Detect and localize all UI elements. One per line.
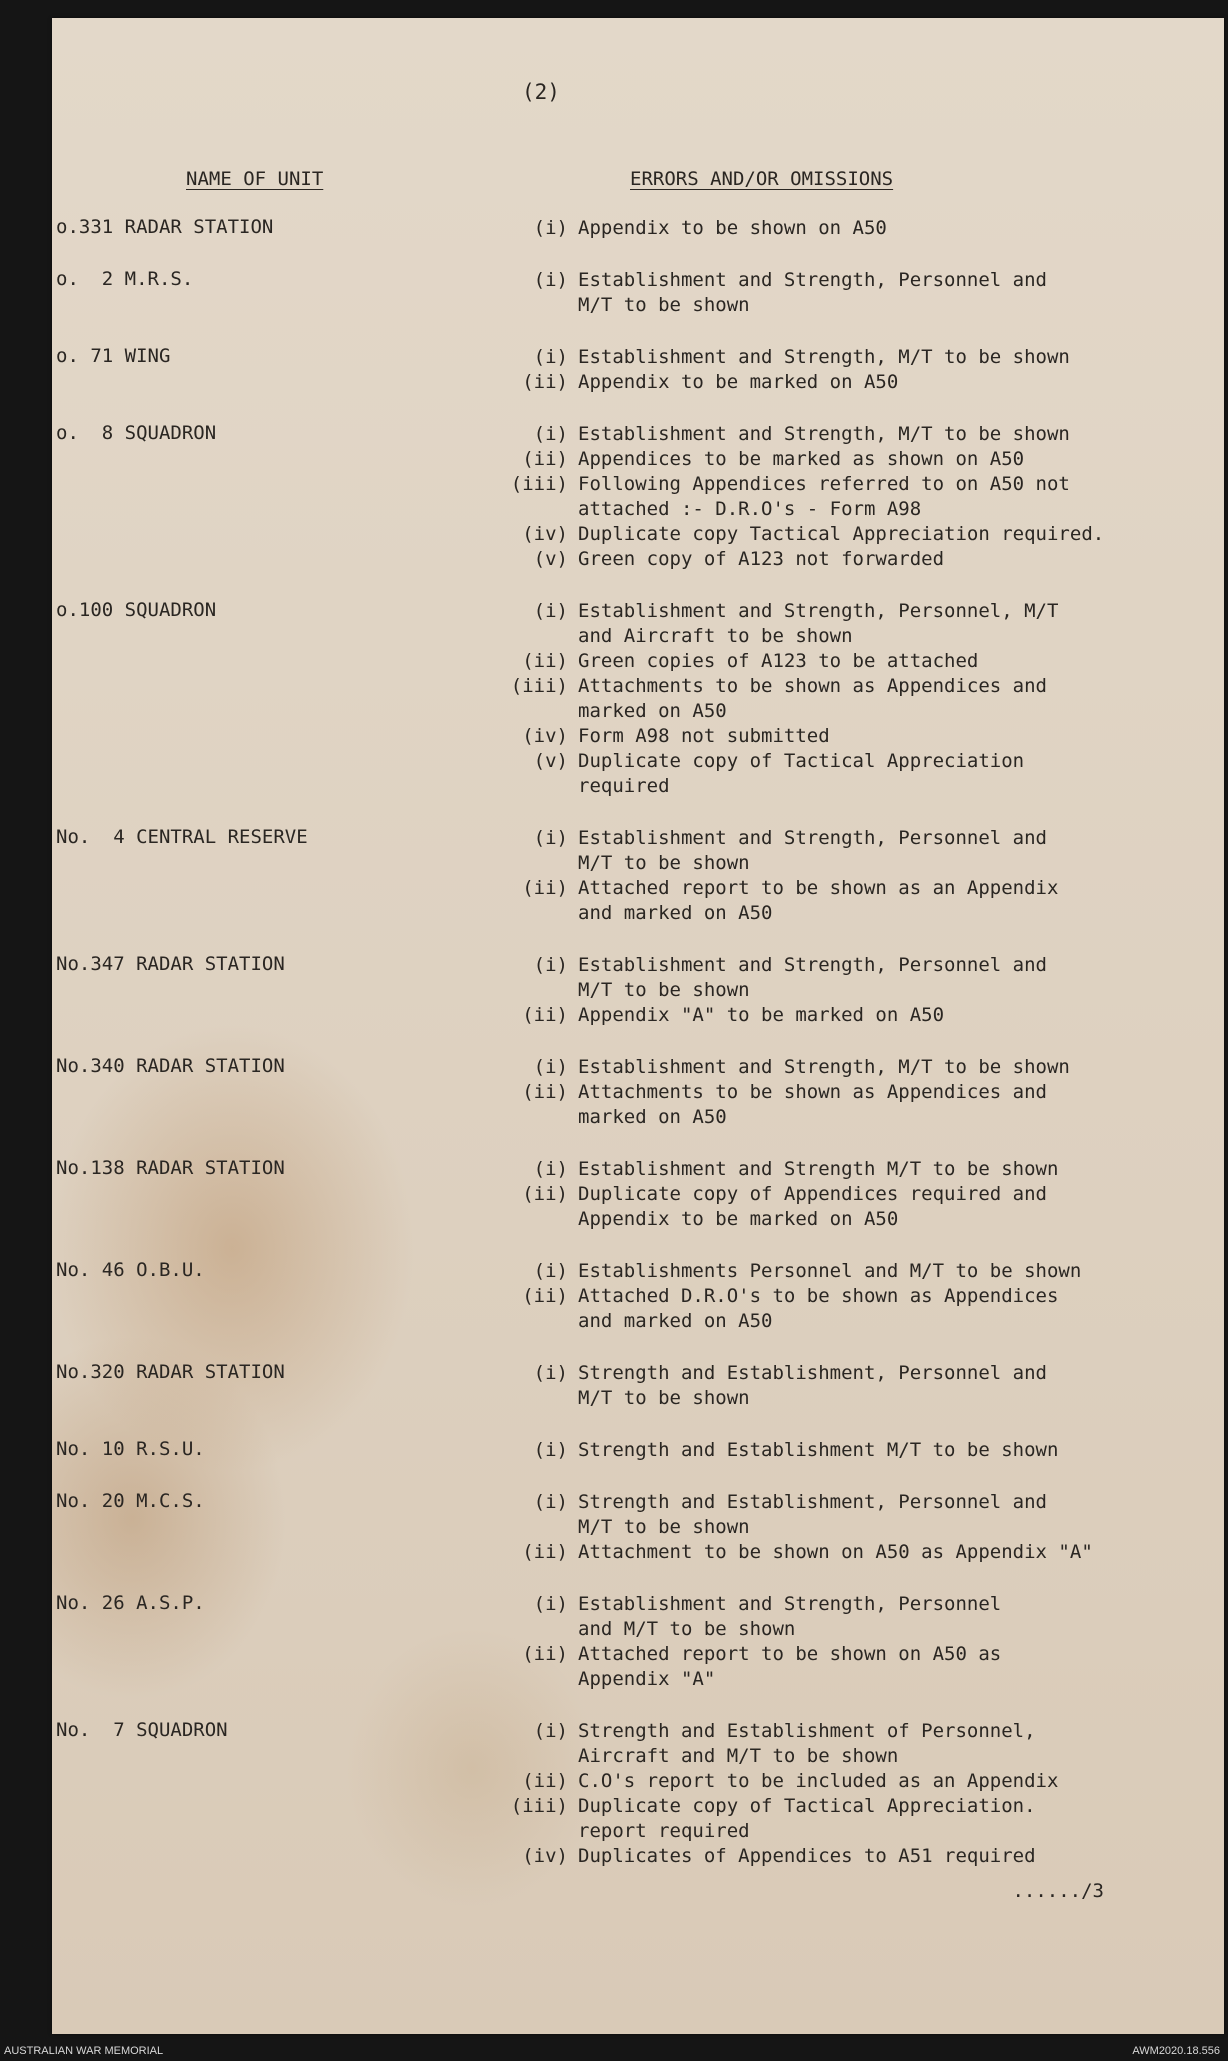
page-number: (2) (522, 80, 560, 104)
archive-reference: AWM2020.18.556 (1132, 2045, 1220, 2057)
error-items (492, 1361, 1224, 1411)
item-text: Duplicates of Appendices to A51 required (578, 1845, 1036, 1867)
unit-name: No. 46 O.B.U. (56, 1259, 205, 1281)
item-number: (iii) (510, 675, 568, 697)
item-number: (iv) (522, 725, 568, 747)
error-item (492, 216, 1224, 241)
column-header-errors: ERRORS AND/OR OMISSIONS (630, 168, 894, 190)
error-item (492, 422, 1224, 447)
item-text: C.O's report to be included as an Appendix (578, 1770, 1059, 1792)
error-item (492, 1080, 1224, 1130)
item-number: (i) (533, 827, 568, 849)
item-number: (ii) (522, 1004, 568, 1026)
item-text: Establishment and Strength M/T to be shown (578, 1158, 1059, 1180)
item-text: Appendices to be marked as shown on A50 (578, 448, 1025, 470)
error-item (492, 649, 1224, 674)
error-items (492, 826, 1224, 926)
item-text: Strength and Establishment, Personnel and M/T to be shown (578, 1362, 1047, 1409)
unit-entry (52, 1592, 1224, 1692)
item-number: (i) (533, 269, 568, 291)
unit-entry (52, 1361, 1224, 1411)
item-text: Appendix to be shown on A50 (578, 217, 887, 239)
item-text: Strength and Establishment of Personnel, Aircraft and M/T to be shown (578, 1720, 1036, 1767)
unit-entry (52, 268, 1224, 318)
error-items (492, 268, 1224, 318)
unit-name: o. 71 WING (56, 345, 171, 367)
item-text: Attached D.R.O's to be shown as Appendices and marked on A50 (578, 1285, 1059, 1332)
item-number: (iii) (510, 473, 568, 495)
error-item (492, 1794, 1224, 1844)
error-items (492, 1490, 1224, 1565)
error-item (492, 1844, 1224, 1869)
unit-name: No. 10 R.S.U. (56, 1438, 205, 1460)
item-number: (i) (533, 1260, 568, 1282)
error-item (492, 447, 1224, 472)
item-text: Attached report to be shown as an Appendix and marked on A50 (578, 877, 1059, 924)
item-number: (ii) (522, 650, 568, 672)
error-item (492, 1438, 1224, 1463)
unit-entry (52, 1259, 1224, 1334)
error-item (492, 1284, 1224, 1334)
item-number: (ii) (522, 371, 568, 393)
unit-name: No.138 RADAR STATION (56, 1157, 285, 1179)
column-header-unit: NAME OF UNIT (186, 168, 324, 190)
item-text: Form A98 not submitted (578, 725, 830, 747)
unit-entry (52, 599, 1224, 799)
item-text: Establishment and Strength, M/T to be shown (578, 346, 1070, 368)
error-item (492, 674, 1224, 724)
item-text: Duplicate copy of Appendices required and Appendix to be marked on A50 (578, 1183, 1047, 1230)
unit-name: No.340 RADAR STATION (56, 1055, 285, 1077)
item-number: (ii) (522, 877, 568, 899)
item-number: (i) (533, 346, 568, 368)
item-number: (i) (533, 1362, 568, 1384)
error-items (492, 1438, 1224, 1463)
item-text: Establishments Personnel and M/T to be shown (578, 1260, 1082, 1282)
item-number: (i) (533, 954, 568, 976)
unit-name: o. 2 M.R.S. (56, 268, 194, 290)
item-number: (i) (533, 1593, 568, 1615)
item-text: Duplicate copy of Tactical Appreciation required (578, 750, 1025, 797)
item-number: (i) (533, 1056, 568, 1078)
item-text: Duplicate copy of Tactical Appreciation. report required (578, 1795, 1036, 1842)
document-page (52, 18, 1224, 2034)
unit-entry (52, 1438, 1224, 1463)
item-number: (ii) (522, 1643, 568, 1665)
item-text: Green copy of A123 not forwarded (578, 548, 945, 570)
item-number: (v) (533, 548, 568, 570)
unit-entry (52, 1490, 1224, 1565)
error-item (492, 876, 1224, 926)
error-items (492, 1157, 1224, 1232)
item-text: Establishment and Strength, Personnel, M/T and Aircraft to be shown (578, 600, 1059, 647)
unit-entry (52, 826, 1224, 926)
error-item (492, 1055, 1224, 1080)
unit-name: o.100 SQUADRON (56, 599, 217, 621)
item-text: Strength and Establishment M/T to be shown (578, 1439, 1059, 1461)
error-item (492, 268, 1224, 318)
item-text: Duplicate copy Tactical Appreciation required. (578, 523, 1105, 545)
item-number: (ii) (522, 1183, 568, 1205)
unit-entry (52, 1719, 1224, 1869)
item-number: (iii) (510, 1795, 568, 1817)
error-items (492, 422, 1224, 572)
unit-entry (52, 216, 1224, 241)
item-text: Establishment and Strength, M/T to be shown (578, 423, 1070, 445)
error-item (492, 522, 1224, 547)
unit-name: No. 7 SQUADRON (56, 1719, 228, 1741)
error-items (492, 1259, 1224, 1334)
item-text: Strength and Establishment, Personnel and M/T to be shown (578, 1491, 1047, 1538)
error-item (492, 345, 1224, 370)
unit-entry (52, 1055, 1224, 1130)
item-number: (iv) (522, 523, 568, 545)
error-item (492, 1490, 1224, 1540)
error-item (492, 1719, 1224, 1769)
archive-caption: AUSTRALIAN WAR MEMORIAL (4, 2045, 164, 2057)
error-item (492, 1259, 1224, 1284)
item-number: (v) (533, 750, 568, 772)
error-item (492, 1540, 1224, 1565)
item-text: Establishment and Strength, Personnel and M/T to be shown (578, 954, 1047, 1001)
item-text: Appendix "A" to be marked on A50 (578, 1004, 945, 1026)
item-text: Establishment and Strength, Personnel and M/T to be shown (578, 1593, 1002, 1640)
error-item (492, 1361, 1224, 1411)
unit-name: o. 8 SQUADRON (56, 422, 217, 444)
item-number: (i) (533, 600, 568, 622)
item-number: (ii) (522, 448, 568, 470)
error-items (492, 953, 1224, 1028)
entries-list (52, 216, 1224, 1896)
item-number: (i) (533, 423, 568, 445)
item-number: (i) (533, 1158, 568, 1180)
item-number: (ii) (522, 1285, 568, 1307)
error-items (492, 216, 1224, 241)
error-item (492, 472, 1224, 522)
error-item (492, 370, 1224, 395)
item-number: (ii) (522, 1081, 568, 1103)
item-number: (i) (533, 1491, 568, 1513)
unit-entry (52, 1157, 1224, 1232)
unit-entry (52, 345, 1224, 395)
error-item (492, 1157, 1224, 1182)
error-items (492, 345, 1224, 395)
item-text: Following Appendices referred to on A50 not attached :- D.R.O's - Form A98 (578, 473, 1070, 520)
item-text: Green copies of A123 to be attached (578, 650, 979, 672)
unit-name: No. 26 A.S.P. (56, 1592, 205, 1614)
error-items (492, 1055, 1224, 1130)
item-number: (i) (533, 217, 568, 239)
item-text: Attachment to be shown on A50 as Appendix "A" (578, 1541, 1093, 1563)
error-item (492, 1769, 1224, 1794)
unit-entry (52, 953, 1224, 1028)
error-item (492, 1592, 1224, 1642)
error-items (492, 1719, 1224, 1869)
item-number: (ii) (522, 1770, 568, 1792)
unit-entry (52, 422, 1224, 572)
error-item (492, 1182, 1224, 1232)
item-text: Attachments to be shown as Appendices and marked on A50 (578, 675, 1047, 722)
unit-name: No.347 RADAR STATION (56, 953, 285, 975)
unit-name: o.331 RADAR STATION (56, 216, 274, 238)
item-text: Attachments to be shown as Appendices and marked on A50 (578, 1081, 1047, 1128)
unit-name: No. 4 CENTRAL RESERVE (56, 826, 308, 848)
item-number: (iv) (522, 1845, 568, 1867)
error-item (492, 547, 1224, 572)
unit-name: No. 20 M.C.S. (56, 1490, 205, 1512)
error-items (492, 1592, 1224, 1692)
item-text: Establishment and Strength, M/T to be shown (578, 1056, 1070, 1078)
unit-name: No.320 RADAR STATION (56, 1361, 285, 1383)
item-text: Establishment and Strength, Personnel and M/T to be shown (578, 269, 1047, 316)
item-text: Attached report to be shown on A50 as Appendix "A" (578, 1643, 1002, 1690)
continuation-mark: ....../3 (1012, 1880, 1104, 1902)
error-item (492, 1003, 1224, 1028)
item-text: Appendix to be marked on A50 (578, 371, 899, 393)
item-number: (i) (533, 1720, 568, 1742)
error-item (492, 1642, 1224, 1692)
error-item (492, 599, 1224, 649)
error-items (492, 599, 1224, 799)
item-number: (i) (533, 1439, 568, 1461)
item-text: Establishment and Strength, Personnel and M/T to be shown (578, 827, 1047, 874)
error-item (492, 826, 1224, 876)
error-item (492, 749, 1224, 799)
item-number: (ii) (522, 1541, 568, 1563)
error-item (492, 724, 1224, 749)
error-item (492, 953, 1224, 1003)
